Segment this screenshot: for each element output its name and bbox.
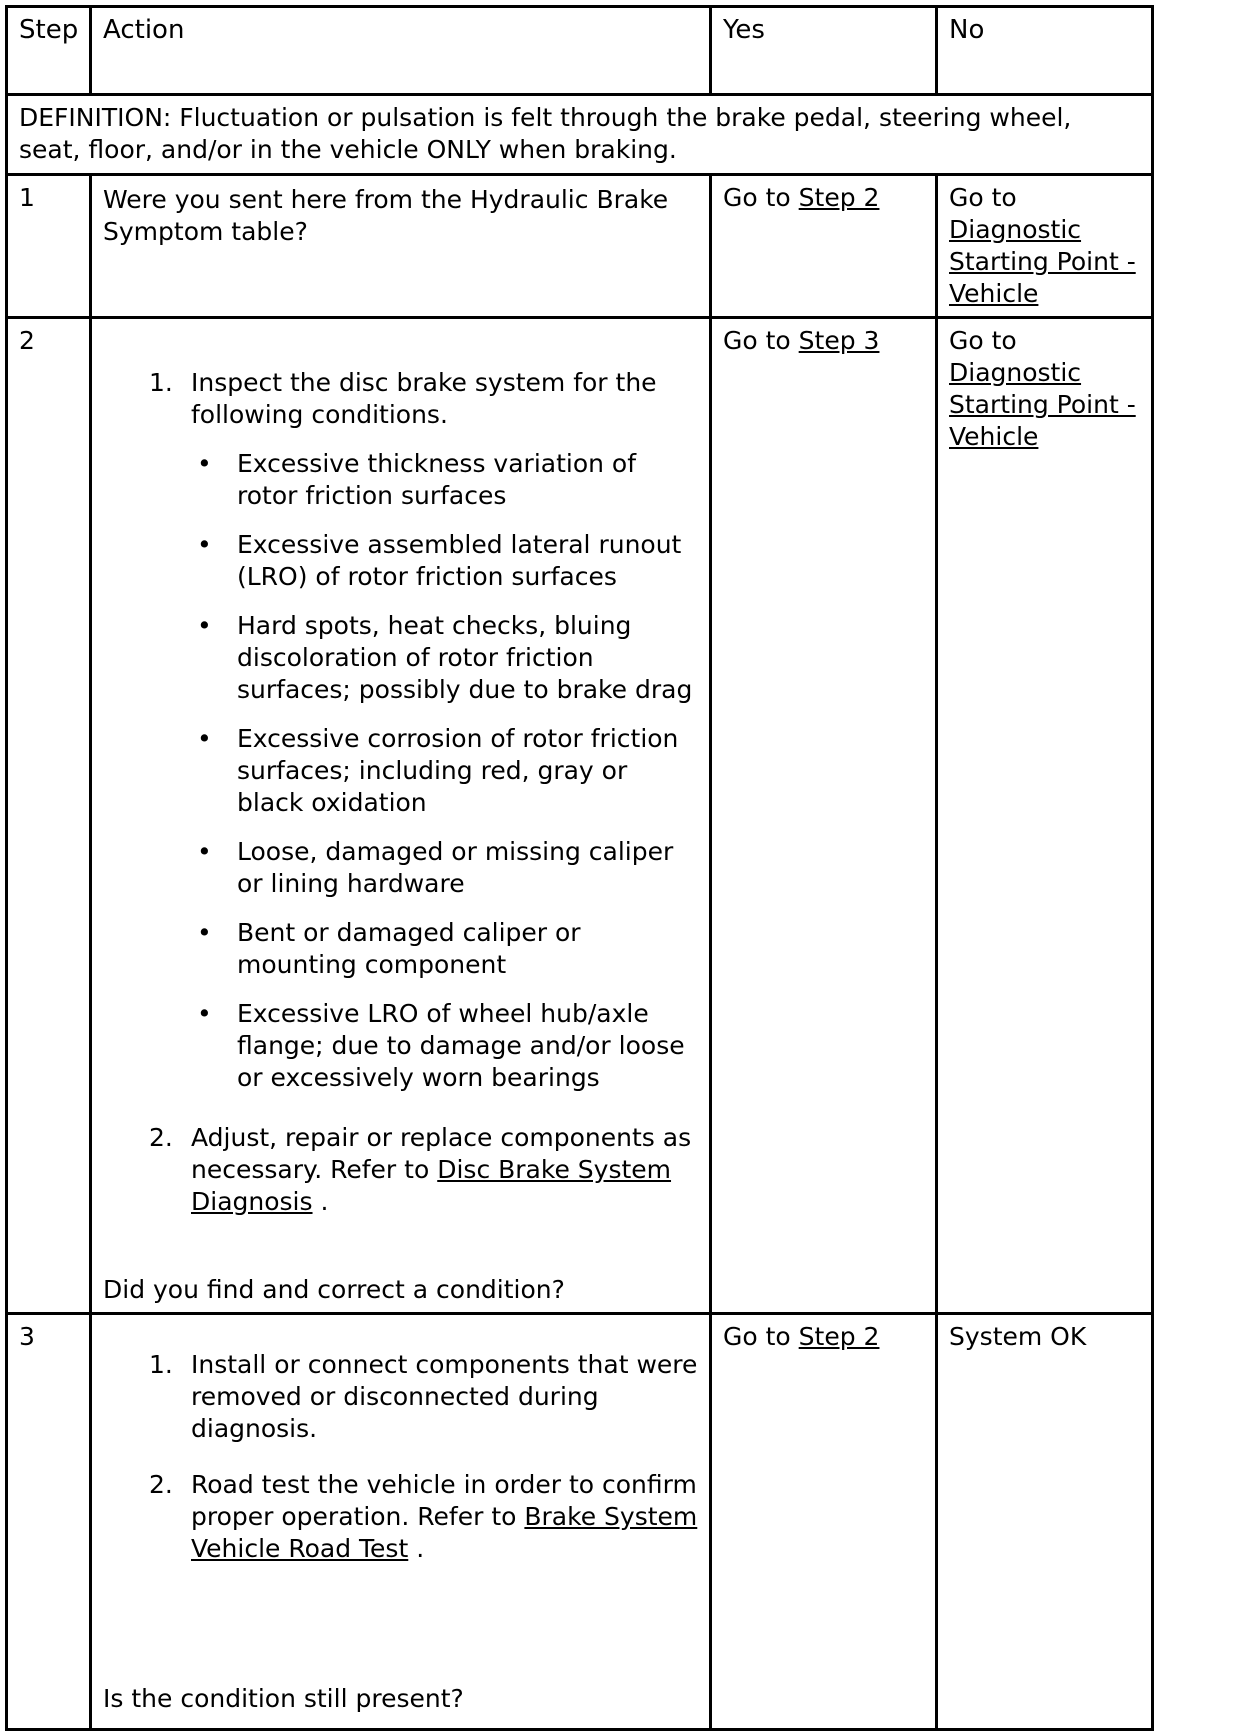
item-number: 1. xyxy=(149,368,173,397)
step-number-cell: 1 xyxy=(7,175,91,318)
condition-bullet: • Excessive corrosion of rotor friction surfaces; including red, gray or black oxidation xyxy=(191,723,698,819)
item-number: 2. xyxy=(149,1470,173,1499)
action-step-item xyxy=(149,367,698,1094)
yes-cell xyxy=(711,318,937,1314)
diagnostic-table xyxy=(5,5,1154,1731)
item-number: 2. xyxy=(149,1123,173,1152)
no-cell xyxy=(937,175,1153,318)
action-cell xyxy=(91,175,711,318)
table-row xyxy=(7,1314,1153,1730)
step-number-cell: 2 xyxy=(7,318,91,1314)
header-no: No xyxy=(937,7,1153,95)
no-result-text: System OK xyxy=(949,1322,1087,1351)
action-step-item xyxy=(149,1469,698,1565)
action-step-item xyxy=(149,1122,698,1218)
action-step-item xyxy=(149,1349,698,1445)
table-row xyxy=(7,318,1153,1314)
link-disc-brake-system-diagnosis[interactable]: Disc Brake System Diagnosis xyxy=(191,1155,672,1216)
action-cell xyxy=(91,1314,711,1730)
action-cell xyxy=(91,318,711,1314)
action-question: Is the condition still present? xyxy=(103,1684,464,1713)
definition-text: DEFINITION: Fluctuation or pulsation is felt through the brake pedal, steering wheel, seat, floor, and/or in the vehicle ONLY when braking. xyxy=(7,95,1153,175)
no-cell xyxy=(937,318,1153,1314)
item-text: Road test the vehicle in order to confirm proper operation. Refer to xyxy=(191,1470,697,1531)
table-header-row xyxy=(7,7,1153,95)
item-text: Adjust, repair or replace components as necessary. Refer to xyxy=(191,1123,692,1184)
item-text: Inspect the disc brake system for the following conditions. xyxy=(191,368,657,429)
link-diagnostic-starting-point-vehicle[interactable]: Diagnostic Starting Point - Vehicle xyxy=(949,215,1136,308)
yes-cell xyxy=(711,175,937,318)
item-suffix: . xyxy=(312,1187,329,1216)
action-question: Were you sent here from the Hydraulic Brake Symptom table? xyxy=(103,185,669,246)
no-prefix: Go to xyxy=(949,326,1017,355)
condition-bullet: • Hard spots, heat checks, bluing discoloration of rotor friction surfaces; possibly due to brake drag xyxy=(191,610,698,706)
link-step-2[interactable]: Step 2 xyxy=(798,183,880,212)
step-number-cell: 3 xyxy=(7,1314,91,1730)
condition-bullet: • Excessive thickness variation of rotor friction surfaces xyxy=(191,448,698,512)
no-cell xyxy=(937,1314,1153,1730)
table-row xyxy=(7,175,1153,318)
link-step-2[interactable]: Step 2 xyxy=(798,1322,880,1351)
condition-bullet: • Excessive LRO of wheel hub/axle flange; due to damage and/or loose or excessively worn bearings xyxy=(191,998,698,1094)
item-suffix: . xyxy=(408,1534,425,1563)
yes-prefix: Go to xyxy=(723,183,799,212)
condition-bullet: • Bent or damaged caliper or mounting component xyxy=(191,917,698,981)
link-step-3[interactable]: Step 3 xyxy=(798,326,880,355)
item-number: 1. xyxy=(149,1350,173,1379)
condition-bullet-list xyxy=(191,448,698,1094)
header-yes: Yes xyxy=(711,7,937,95)
action-question: Did you find and correct a condition? xyxy=(103,1275,565,1304)
condition-bullet: • Loose, damaged or missing caliper or lining hardware xyxy=(191,836,698,900)
link-diagnostic-starting-point-vehicle[interactable]: Diagnostic Starting Point - Vehicle xyxy=(949,358,1136,451)
no-prefix: Go to xyxy=(949,183,1017,212)
header-action: Action xyxy=(91,7,711,95)
item-text: Install or connect components that were removed or disconnected during diagnosis. xyxy=(191,1350,698,1443)
header-step: Step xyxy=(7,7,91,95)
definition-row xyxy=(7,95,1153,175)
yes-prefix: Go to xyxy=(723,1322,799,1351)
yes-cell xyxy=(711,1314,937,1730)
yes-prefix: Go to xyxy=(723,326,799,355)
condition-bullet: • Excessive assembled lateral runout (LRO) of rotor friction surfaces xyxy=(191,529,698,593)
link-brake-system-vehicle-road-test[interactable]: Brake System Vehicle Road Test xyxy=(191,1502,698,1563)
